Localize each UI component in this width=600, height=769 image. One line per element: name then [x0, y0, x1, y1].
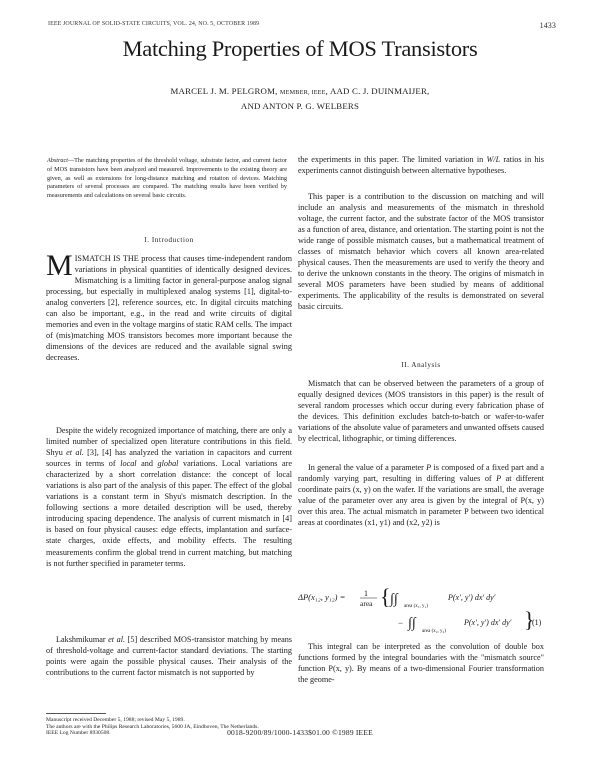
equation-1: [298, 582, 544, 638]
footnote-line-3: IEEE Log Number 8930508.: [46, 730, 111, 736]
author-line-2: AND ANTON P. G. WELBERS: [240, 100, 360, 111]
intro-paragraph-3: Lakshmikumar et al. [5] described MOS-transistor matching by means of threshold-voltage and current-factor standard deviations. The starting points were again the possible physical causes. Their analysis of the contributions to the current factor mismatch is not supported by: [46, 635, 292, 678]
footnote-rule: [46, 713, 106, 714]
equation-domain-2: area (x₂, y₂): [422, 629, 446, 634]
running-head: [48, 21, 556, 30]
section-heading-analysis: II. Analysis: [401, 361, 441, 369]
member-ieee-tag: MEMBER, IEEE: [279, 89, 326, 96]
intro-paragraph-5: This paper is a contribution to the discussion on matching and will include an analysis and measurements of the mismatch in threshold voltage, the current factor, and the substrate factor of the MOS transistor as a function of area, distance, and orientation. The starting point is not the wide range of possible mismatch causes, but a mathematical treatment of classes of mismatch behavior which covers all known area-related physical causes. Then the measurements are used to verify the theory and to derive the unknown constants in the theory. The origins of mismatch in several MOS parameters have been studied by means of additional experiments. The applicability of the results is demonstrated on several basic circuits.: [298, 192, 544, 312]
section-heading-introduction: I. Introduction: [144, 236, 194, 244]
equation-fraction-numerator: 1: [364, 589, 368, 598]
journal-citation: IEEE JOURNAL OF SOLID-STATE CIRCUITS, VOL. 24, NO. 5, OCTOBER 1989: [48, 21, 260, 27]
equation-term-2: P(x′, y′) dx′ dy′: [464, 618, 512, 627]
page-number: 1433: [539, 21, 556, 30]
equation-domain-1: area (x₁, y₁): [404, 604, 428, 609]
minus-sign: −: [398, 618, 404, 628]
equation-fraction-denominator: area: [360, 599, 373, 608]
integral-sign-2: ∫∫: [408, 616, 416, 631]
equation-term-1: P(x′, y′) dx′ dy′: [448, 593, 496, 602]
intro-paragraph-1: MISMATCH IS THE process that causes time-independent random variations in physical quantities of identically designed devices. Mismatching is a limiting factor in general-purpose analog signal processing, but especially in multiplexed analog systems [1], digital-to-analog converters [2], reference sources, etc. In digital circuits matching can also be important, e.g., in the read and write circuits of digital memories and even in the voltage margins of static RAM cells. The impact of (mis)matching MOS transistors becomes more important because the dimensions of the devices are reduced and the available signal swing decreases.: [46, 249, 292, 363]
equation-graphic: [298, 582, 544, 638]
left-brace: {: [380, 584, 391, 609]
intro-paragraph-4: the experiments in this paper. The limited variation in W/L ratios in his experiments cannot distinguish between alternative hypotheses.: [298, 155, 544, 176]
equation-number: (1): [532, 618, 542, 627]
footnote-line-2: The authors are with the Philips Research Laboratories, 5600 JA, Eindhoven, The Netherlands.: [46, 723, 259, 730]
right-brace: }: [524, 607, 535, 632]
abstract: [47, 157, 287, 201]
integral-sign-1: ∫∫: [390, 592, 398, 607]
paper-title: Matching Properties of MOS Transistors: [122, 36, 478, 61]
analysis-paragraph-2: In general the value of a parameter P is composed of a fixed part and a randomly varying part, resulting in differing values of P at different coordinate pairs (x, y) on the wafer. If the variations are small, the average value of the parameter over any area is given by the integral of P(x, y) over this area. The actual mismatch in parameter P between two identical areas at coordinates (x1, y1) and (x2, y2) is: [298, 463, 544, 528]
drop-cap: M: [46, 249, 73, 282]
analysis-paragraph-1: Mismatch that can be observed between the parameters of a group of equally designed devices (MOS transistors in this paper) is the result of several random processes which occur during every fabrication phase of the devices. This definition excludes batch-to-batch or wafer-to-wafer variations of the absolute value of parameters and unwanted offsets caused by electrical, lithographic, or timing differences.: [298, 379, 544, 444]
author-line-1: MARCEL J. M. PELGROM, MEMBER, IEEE, AAD C. J. DUINMAIJER,: [170, 86, 430, 96]
intro-paragraph-2: Despite the widely recognized importance of matching, there are only a limited number of specialized open literature contributions in this field. Shyu et al. [3], [4] has analyzed the variation in capacitors and current sources in terms of local and global variations. Local variations are characterized by a short correlation distance: the concept of local variations is also part of the analysis of this paper. The effect of the global variations is a constant term in Shyu's mismatch description. In the following sections a more detailed description will be used, thereby introducing spacing dependence. The analysis of current mismatch in [4] is based on four physical causes: edge effects, implantation and surface-state charges, oxide effects, and mobility effects. The resulting measurements confirm the global trend in current matching, but matching is not further specified in parameter terms.: [46, 426, 292, 568]
copyright-line: 0018-9200/89/1000-1433$01.00 ©1989 IEEE: [227, 728, 373, 737]
author-list: [0, 85, 600, 112]
footnote-line-1: Manuscript received December 5, 1988; revised May 5, 1989.: [46, 717, 185, 723]
equation-lhs: ΔP(x₁₂, y₁₂) =: [298, 592, 346, 602]
abstract-lead: Abstract: [47, 157, 68, 164]
abstract-text: —The matching properties of the threshold voltage, substrate factor, and current factor of MOS transistors have been analyzed and measured. Improvements to the existing theory are given, as well as extensions for long-distance matching and rotation of devices. Matching parameters of several processes are compared. The matching results have been verified by measurements and calculations on several basic circuits.: [47, 157, 287, 200]
analysis-paragraph-3: This integral can be interpreted as the convolution of double box functions formed by the integral boundaries with the "mismatch source" function P(x, y). By means of a two-dimensional Fourier transformation the geome-: [298, 642, 544, 685]
